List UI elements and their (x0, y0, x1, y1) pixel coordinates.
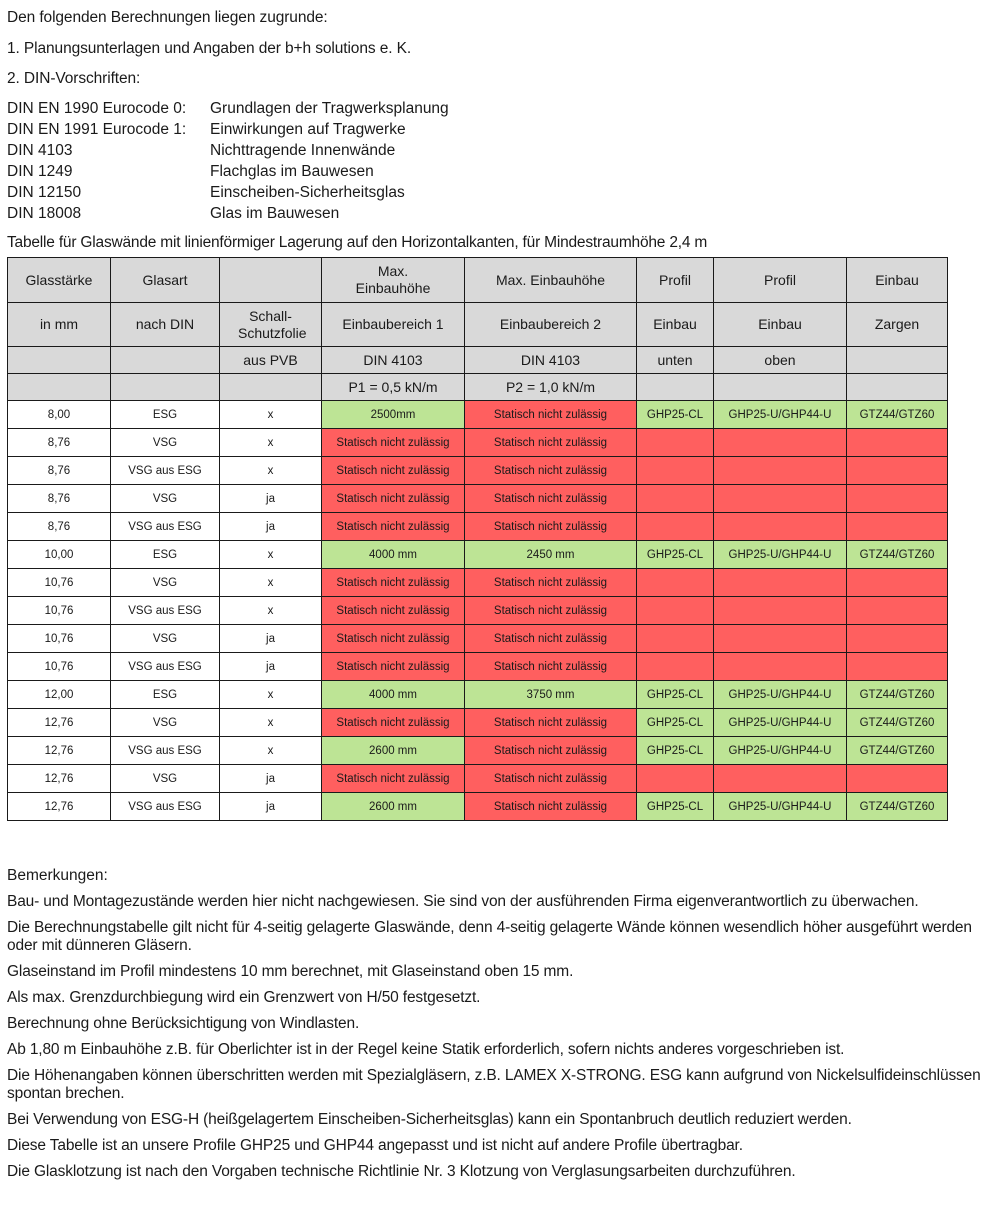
height-2-cell: Statisch nicht zulässig (465, 401, 637, 429)
profile-top-cell: GHP25-U/GHP44-U (714, 793, 847, 821)
foil-cell: x (220, 429, 322, 457)
remark-item: Die Glasklotzung ist nach den Vorgaben technische Richtlinie Nr. 3 Klotzung von Verglasungsarbeiten durchzuführen. (7, 1163, 796, 1180)
header-row (8, 258, 948, 303)
height-2-cell: Statisch nicht zulässig (465, 653, 637, 681)
height-2-cell: Statisch nicht zulässig (465, 485, 637, 513)
thickness-cell: 12,76 (8, 793, 111, 821)
din-description: Glas im Bauwesen (210, 205, 340, 222)
foil-cell: ja (220, 793, 322, 821)
frame-cell: GTZ44/GTZ60 (847, 709, 948, 737)
glass-type-cell: VSG aus ESG (111, 653, 220, 681)
thickness-cell: 8,76 (8, 429, 111, 457)
header-cell-thickness (8, 347, 111, 374)
height-1-cell: Statisch nicht zulässig (322, 569, 465, 597)
intro-item-2: 2. DIN-Vorschriften: (7, 70, 141, 87)
profile-top-cell (714, 429, 847, 457)
thickness-cell: 8,00 (8, 401, 111, 429)
height-2-cell: Statisch nicht zulässig (465, 513, 637, 541)
header-cell-foil (220, 258, 322, 303)
profile-bottom-cell: GHP25-CL (637, 681, 714, 709)
frame-cell (847, 625, 948, 653)
din-code: DIN EN 1991 Eurocode 1: (7, 121, 187, 138)
foil-cell: x (220, 681, 322, 709)
frame-cell (847, 653, 948, 681)
foil-cell: x (220, 541, 322, 569)
din-code: DIN EN 1990 Eurocode 0: (7, 100, 187, 117)
remarks-title: Bemerkungen: (7, 867, 108, 884)
header-cell-foil (220, 374, 322, 401)
table-row (8, 429, 948, 457)
frame-cell (847, 457, 948, 485)
profile-bottom-cell (637, 569, 714, 597)
thickness-cell: 12,76 (8, 737, 111, 765)
height-2-cell: Statisch nicht zulässig (465, 737, 637, 765)
profile-bottom-cell: GHP25-CL (637, 737, 714, 765)
glass-type-cell: ESG (111, 541, 220, 569)
header-cell-height-1: P1 = 0,5 kN/m (322, 374, 465, 401)
glass-type-cell: VSG (111, 625, 220, 653)
header-cell-profile-bottom: Profil (637, 258, 714, 303)
header-cell-glass-type: Glasart (111, 258, 220, 303)
din-description: Einscheiben-Sicherheitsglas (210, 184, 405, 201)
height-1-cell: Statisch nicht zulässig (322, 429, 465, 457)
header-cell-glass-type (111, 374, 220, 401)
table-row (8, 401, 948, 429)
frame-cell (847, 597, 948, 625)
profile-top-cell (714, 625, 847, 653)
remark-item: Glaseinstand im Profil mindestens 10 mm berechnet, mit Glaseinstand oben 15 mm. (7, 963, 574, 980)
remark-item: Bei Verwendung von ESG-H (heißgelagertem Einscheiben-Sicherheitsglas) kann ein Spontanbruch deutlich reduziert werden. (7, 1111, 852, 1128)
header-cell-profile-top: Einbau (714, 303, 847, 347)
foil-cell: x (220, 569, 322, 597)
glass-type-cell: VSG (111, 485, 220, 513)
thickness-cell: 12,76 (8, 765, 111, 793)
din-description: Flachglas im Bauwesen (210, 163, 374, 180)
header-cell-height-2: Einbaubereich 2 (465, 303, 637, 347)
header-cell-height-2: Max. Einbauhöhe (465, 258, 637, 303)
table-row (8, 765, 948, 793)
header-cell-height-2: P2 = 1,0 kN/m (465, 374, 637, 401)
profile-top-cell (714, 513, 847, 541)
profile-bottom-cell: GHP25-CL (637, 793, 714, 821)
profile-bottom-cell (637, 653, 714, 681)
height-1-cell: Statisch nicht zulässig (322, 709, 465, 737)
profile-top-cell (714, 485, 847, 513)
din-code: DIN 12150 (7, 184, 82, 201)
remark-item: Berechnung ohne Berücksichtigung von Windlasten. (7, 1015, 360, 1032)
profile-top-cell: GHP25-U/GHP44-U (714, 401, 847, 429)
frame-cell: GTZ44/GTZ60 (847, 681, 948, 709)
profile-bottom-cell (637, 485, 714, 513)
frame-cell (847, 513, 948, 541)
glass-type-cell: VSG aus ESG (111, 457, 220, 485)
foil-cell: x (220, 597, 322, 625)
height-1-cell: 2500mm (322, 401, 465, 429)
table-row (8, 737, 948, 765)
header-row (8, 374, 948, 401)
thickness-cell: 12,00 (8, 681, 111, 709)
din-description: Grundlagen der Tragwerksplanung (210, 100, 449, 117)
height-2-cell: 2450 mm (465, 541, 637, 569)
foil-cell: x (220, 709, 322, 737)
height-2-cell: Statisch nicht zulässig (465, 429, 637, 457)
height-2-cell: 3750 mm (465, 681, 637, 709)
thickness-cell: 8,76 (8, 485, 111, 513)
remarks-section (7, 866, 982, 1189)
table-row (8, 457, 948, 485)
profile-top-cell (714, 597, 847, 625)
height-1-cell: 2600 mm (322, 737, 465, 765)
glass-type-cell: ESG (111, 681, 220, 709)
height-1-cell: Statisch nicht zulässig (322, 485, 465, 513)
thickness-cell: 8,76 (8, 457, 111, 485)
height-1-cell: Statisch nicht zulässig (322, 765, 465, 793)
header-cell-profile-bottom: unten (637, 347, 714, 374)
header-cell-height-2: DIN 4103 (465, 347, 637, 374)
header-cell-glass-type (111, 347, 220, 374)
table-row (8, 681, 948, 709)
glass-type-cell: VSG (111, 569, 220, 597)
thickness-cell: 8,76 (8, 513, 111, 541)
header-cell-thickness: in mm (8, 303, 111, 347)
header-cell-profile-top (714, 374, 847, 401)
table-row (8, 513, 948, 541)
frame-cell (847, 765, 948, 793)
header-cell-profile-bottom (637, 374, 714, 401)
din-description: Einwirkungen auf Tragwerke (210, 121, 406, 138)
thickness-cell: 10,76 (8, 597, 111, 625)
foil-cell: ja (220, 765, 322, 793)
header-cell-thickness (8, 374, 111, 401)
height-2-cell: Statisch nicht zulässig (465, 709, 637, 737)
frame-cell: GTZ44/GTZ60 (847, 793, 948, 821)
height-1-cell: Statisch nicht zulässig (322, 457, 465, 485)
glass-type-cell: VSG aus ESG (111, 597, 220, 625)
height-2-cell: Statisch nicht zulässig (465, 625, 637, 653)
profile-bottom-cell: GHP25-CL (637, 709, 714, 737)
remark-item: Bau- und Montagezustände werden hier nicht nachgewiesen. Sie sind von der ausführenden Firma eigenverantwortlich zu überwachen. (7, 893, 919, 910)
header-cell-frame (847, 374, 948, 401)
frame-cell (847, 429, 948, 457)
foil-cell: ja (220, 485, 322, 513)
glass-type-cell: VSG (111, 765, 220, 793)
height-2-cell: Statisch nicht zulässig (465, 597, 637, 625)
height-2-cell: Statisch nicht zulässig (465, 765, 637, 793)
foil-cell: x (220, 401, 322, 429)
glass-wall-table (7, 257, 948, 821)
frame-cell (847, 485, 948, 513)
remark-item: Die Berechnungstabelle gilt nicht für 4-seitig gelagerte Glaswände, denn 4-seitig gelagerte Wände können wesendlich höher ausgeführt werden oder mit dünneren Gläsern. (7, 919, 972, 954)
table-row (8, 485, 948, 513)
profile-top-cell: GHP25-U/GHP44-U (714, 709, 847, 737)
height-2-cell: Statisch nicht zulässig (465, 457, 637, 485)
table-row (8, 793, 948, 821)
foil-cell: ja (220, 625, 322, 653)
header-cell-height-1: Max. Einbauhöhe (322, 258, 465, 303)
profile-bottom-cell (637, 765, 714, 793)
header-cell-profile-top: Profil (714, 258, 847, 303)
foil-cell: x (220, 457, 322, 485)
header-cell-frame (847, 347, 948, 374)
intro-heading: Den folgenden Berechnungen liegen zugrunde: (7, 9, 328, 26)
profile-top-cell (714, 457, 847, 485)
header-row (8, 347, 948, 374)
profile-bottom-cell (637, 429, 714, 457)
header-cell-foil: aus PVB (220, 347, 322, 374)
glass-type-cell: ESG (111, 401, 220, 429)
frame-cell: GTZ44/GTZ60 (847, 737, 948, 765)
profile-bottom-cell (637, 625, 714, 653)
thickness-cell: 12,76 (8, 709, 111, 737)
profile-bottom-cell: GHP25-CL (637, 541, 714, 569)
height-1-cell: Statisch nicht zulässig (322, 513, 465, 541)
profile-bottom-cell (637, 597, 714, 625)
header-row (8, 303, 948, 347)
height-1-cell: Statisch nicht zulässig (322, 653, 465, 681)
frame-cell: GTZ44/GTZ60 (847, 541, 948, 569)
table-row (8, 709, 948, 737)
foil-cell: ja (220, 513, 322, 541)
din-code: DIN 1249 (7, 163, 73, 180)
table-row (8, 653, 948, 681)
profile-top-cell: GHP25-U/GHP44-U (714, 541, 847, 569)
glass-type-cell: VSG aus ESG (111, 793, 220, 821)
table-row (8, 569, 948, 597)
height-2-cell: Statisch nicht zulässig (465, 569, 637, 597)
header-cell-glass-type: nach DIN (111, 303, 220, 347)
profile-bottom-cell: GHP25-CL (637, 401, 714, 429)
glass-type-cell: VSG (111, 709, 220, 737)
din-code: DIN 4103 (7, 142, 73, 159)
table-row (8, 541, 948, 569)
din-code: DIN 18008 (7, 205, 82, 222)
height-1-cell: 4000 mm (322, 541, 465, 569)
profile-top-cell (714, 569, 847, 597)
header-cell-height-1: DIN 4103 (322, 347, 465, 374)
thickness-cell: 10,76 (8, 625, 111, 653)
table-row (8, 597, 948, 625)
din-description: Nichttragende Innenwände (210, 142, 396, 159)
height-2-cell: Statisch nicht zulässig (465, 793, 637, 821)
glass-type-cell: VSG (111, 429, 220, 457)
profile-bottom-cell (637, 457, 714, 485)
foil-cell: ja (220, 653, 322, 681)
height-1-cell: Statisch nicht zulässig (322, 625, 465, 653)
header-cell-thickness: Glasstärke (8, 258, 111, 303)
remark-item: Die Höhenangaben können überschritten werden mit Spezialgläsern, z.B. LAMEX X-STRONG. ESG kann aufgrund von Nickelsulfideinschlüssen spontan brechen. (7, 1067, 981, 1102)
header-cell-frame: Einbau (847, 258, 948, 303)
profile-top-cell: GHP25-U/GHP44-U (714, 737, 847, 765)
header-cell-frame: Zargen (847, 303, 948, 347)
header-cell-profile-bottom: Einbau (637, 303, 714, 347)
glass-type-cell: VSG aus ESG (111, 513, 220, 541)
remark-item: Als max. Grenzdurchbiegung wird ein Grenzwert von H/50 festgesetzt. (7, 989, 481, 1006)
header-cell-foil: Schall-Schutzfolie (220, 303, 322, 347)
profile-top-cell: GHP25-U/GHP44-U (714, 681, 847, 709)
height-1-cell: 4000 mm (322, 681, 465, 709)
frame-cell (847, 569, 948, 597)
header-cell-height-1: Einbaubereich 1 (322, 303, 465, 347)
glass-type-cell: VSG aus ESG (111, 737, 220, 765)
profile-top-cell (714, 653, 847, 681)
table-caption: Tabelle für Glaswände mit linienförmiger Lagerung auf den Horizontalkanten, für Mindestraumhöhe 2,4 m (7, 234, 708, 251)
height-1-cell: Statisch nicht zulässig (322, 597, 465, 625)
intro-item-1: 1. Planungsunterlagen und Angaben der b+h solutions e. K. (7, 40, 412, 57)
thickness-cell: 10,76 (8, 653, 111, 681)
remark-item: Diese Tabelle ist an unsere Profile GHP25 und GHP44 angepasst und ist nicht auf andere Profile übertragbar. (7, 1137, 743, 1154)
profile-top-cell (714, 765, 847, 793)
thickness-cell: 10,76 (8, 569, 111, 597)
header-cell-profile-top: oben (714, 347, 847, 374)
height-1-cell: 2600 mm (322, 793, 465, 821)
remark-item: Ab 1,80 m Einbauhöhe z.B. für Oberlichter ist in der Regel keine Statik erforderlich, sofern nichts anderes vorgeschrieben ist. (7, 1041, 845, 1058)
profile-bottom-cell (637, 513, 714, 541)
remarks-list (7, 893, 982, 1181)
frame-cell: GTZ44/GTZ60 (847, 401, 948, 429)
thickness-cell: 10,00 (8, 541, 111, 569)
table-row (8, 625, 948, 653)
foil-cell: x (220, 737, 322, 765)
